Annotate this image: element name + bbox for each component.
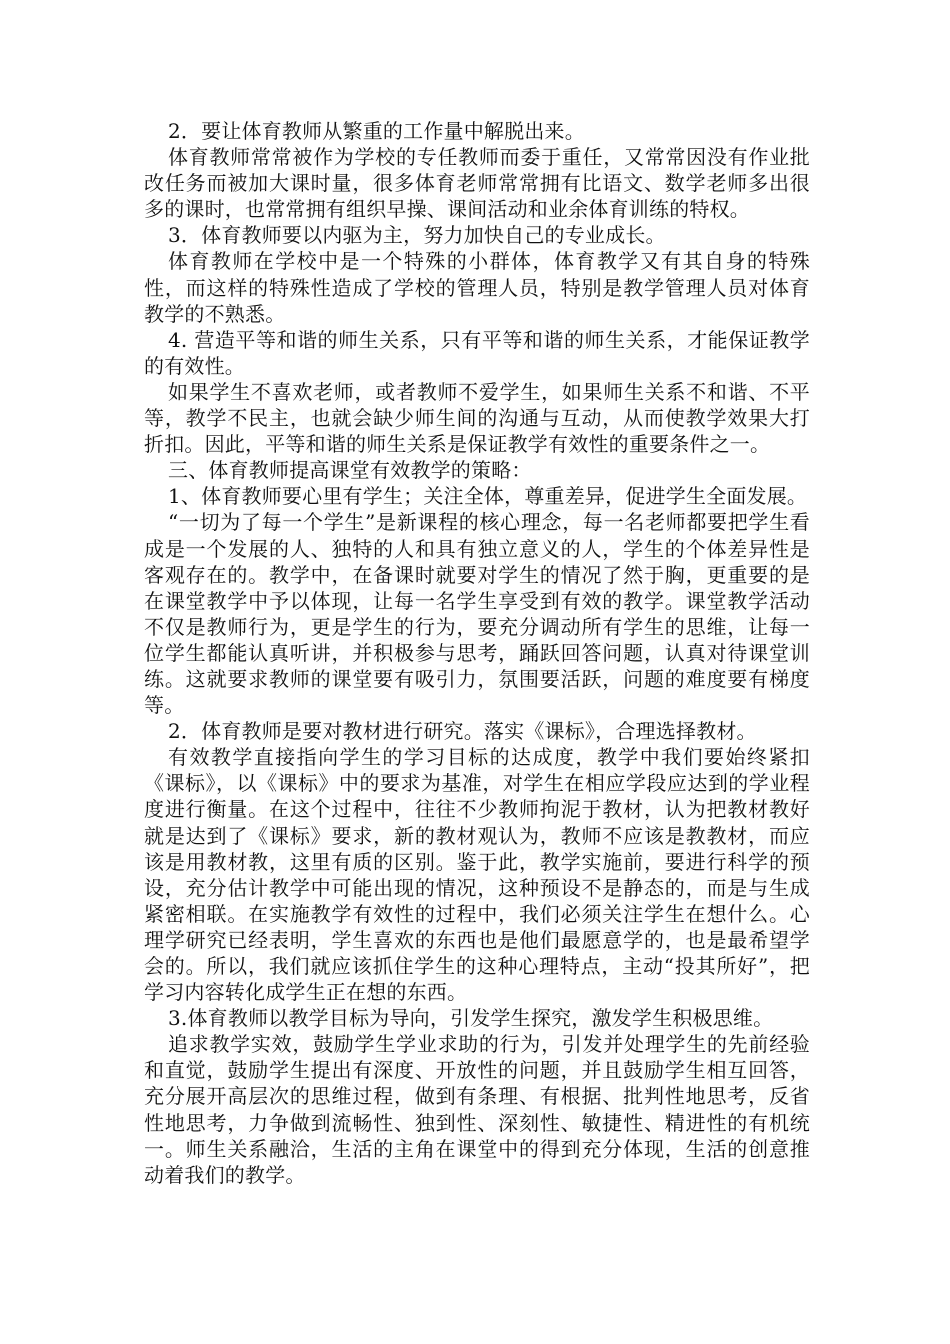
paragraph-teacher-student-relationship: 如果学生不喜欢老师，或者教师不爱学生，如果师生关系不和谐、不平等，教学不民主，也就会缺少师生间的沟通与互动，从而使教学效果大打折扣。因此，平等和谐的师生关系是保证教学有效性的重要条件之一。 (144, 379, 810, 457)
heading-workload-relief: 2．要让体育教师从繁重的工作量中解脱出来。 (168, 119, 585, 143)
heading-strategy-1: 1、体育教师要心里有学生；关注全体，尊重差异，促进学生全面发展。 (168, 484, 808, 509)
heading-strategy-3: 3.体育教师以教学目标为导向，引发学生探究，激发学生积极思维。 (168, 1006, 774, 1031)
section-heading-strategies: 三、体育教师提高课堂有效教学的策略： (168, 458, 532, 483)
paragraph-strategy-1: “一切为了每一个学生”是新课程的核心理念，每一名老师都要把学生看成是一个发展的人、独特的人和具有独立意义的人，学生的个体差异性是客观存在的。教学中，在备课时就要对学生的情况了然于胸，更重要的是在课堂教学中予以体现，让每一名学生享受到有效的教学。课堂教学活动不仅是教师行为，更是学生的行为，要充分调动所有学生的思维，让每一位学生都能认真听讲，并积极参与思考，踊跃回答问题，认真对待课堂训练。这就要求教师的课堂要有吸引力，氛围要活跃，问题的难度要有梯度等。 (144, 510, 810, 718)
paragraph-strategy-2: 有效教学直接指向学生的学习目标的达成度，教学中我们要始终紧扣《课标》，以《课标》中的要求为基准，对学生在相应学段应达到的学业程度进行衡量。在这个过程中，往往不少教师拘泥于教材，认为把教材教好就是达到了《课标》要求，新的教材观认为，教师不应该是教教材，而应该是用教材教，这里有质的区别。鉴于此，教学实施前，要进行科学的预设，充分估计教学中可能出现的情况，这种预设不是静态的，而是与生成紧密相联。在实施教学有效性的过程中，我们必须关注学生在想什么。心理学研究已经表明，学生喜欢的东西也是他们最愿意学的，也是最希望学会的。所以，我们就应该抓住学生的这种心理特点，主动“投其所好”，把学习内容转化成学生正在想的东西。 (144, 745, 810, 1005)
heading-professional-growth: 3．体育教师要以内驱为主，努力加快自己的专业成长。 (168, 223, 666, 248)
heading-strategy-2: 2．体育教师是要对教材进行研究。落实《课标》，合理选择教材。 (168, 719, 757, 744)
heading-teacher-student-relationship: 4. 营造平等和谐的师生关系，只有平等和谐的师生关系，才能保证教学的有效性。 (144, 327, 810, 378)
paragraph-professional-growth: 体育教师在学校中是一个特殊的小群体，体育教学又有其自身的特殊性，而这样的特殊性造成了学校的管理人员，特别是教学管理人员对体育教学的不熟悉。 (144, 249, 810, 326)
document-body (144, 118, 810, 1188)
paragraph-workload: 体育教师常常被作为学校的专任教师而委于重任，又常常因没有作业批改任务而被加大课时量，很多体育老师常常拥有比语文、数学老师多出很多的课时，也常常拥有组织早操、课间活动和业余体育训练的特权。 (144, 145, 810, 222)
paragraph-strategy-3: 追求教学实效，鼓励学生学业求助的行为，引发并处理学生的先前经验和直觉，鼓励学生提出有深度、开放性的问题，并且鼓励学生相互回答，充分展开高层次的思维过程，做到有条理、有根据、批判性地思考，反省性地思考，力争做到流畅性、独到性、深刻性、敏捷性、精进性的有机统一。师生关系融洽，生活的主角在课堂中的得到充分体现，生活的创意推动着我们的教学。 (144, 1032, 810, 1187)
